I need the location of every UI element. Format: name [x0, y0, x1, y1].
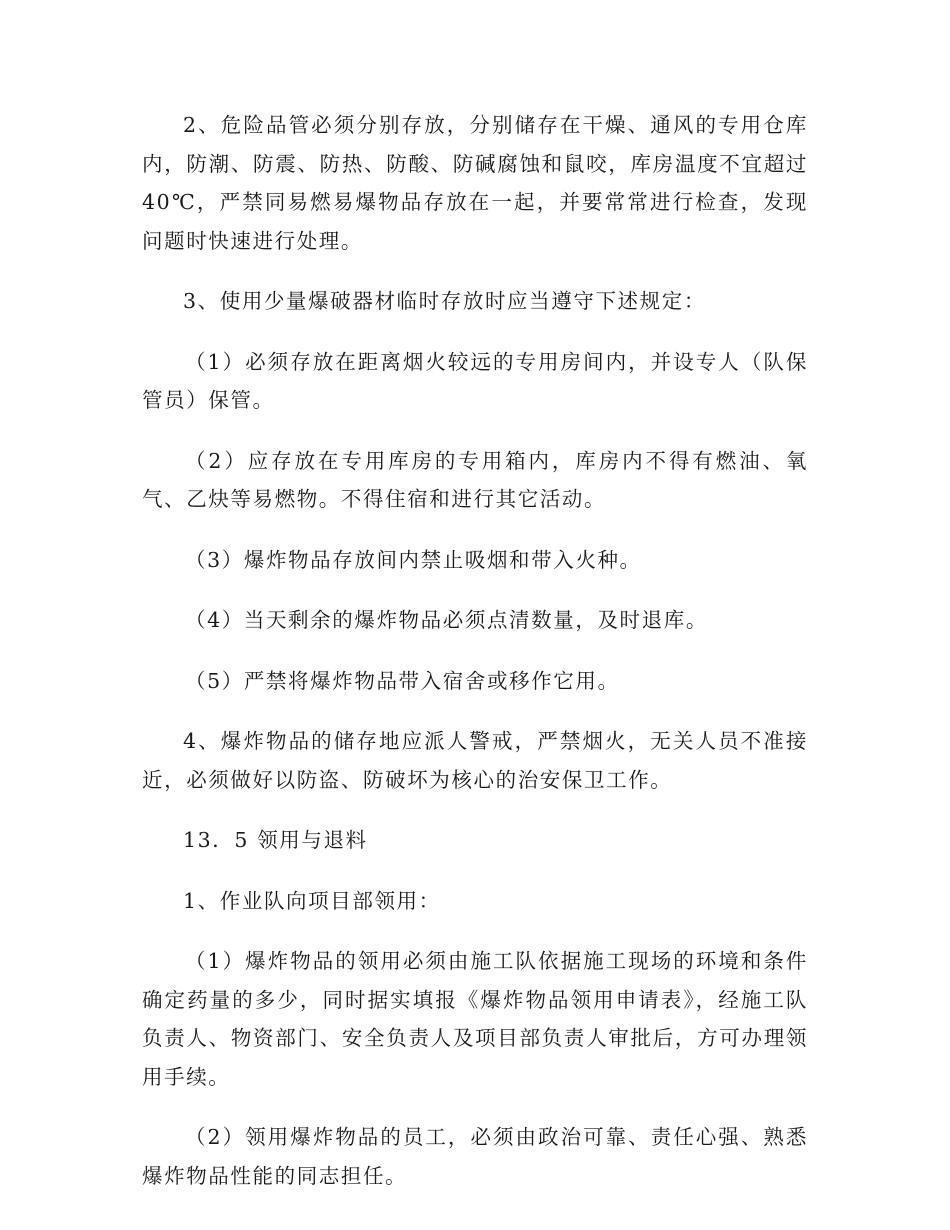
paragraph-requisition: 1、作业队向项目部领用：	[183, 888, 441, 913]
paragraph-requisition-item-1: （1）爆炸物品的领用必须由施工队依据施工现场的环境和条件确定药量的多少，同时据实填报《爆炸物品领用申请表》，经施工队负责人、物资部门、安全负责人及项目部负责人审批后，方可办理领用手续。	[142, 949, 808, 1089]
paragraph-item-5: （5）严禁将爆炸物品带入宿舍或移作它用。	[185, 668, 620, 693]
paragraph-item-2: （2）应存放在专用库房的专用箱内，库房内不得有燃油、氧气、乙炔等易燃物。不得住宿和进行其它活动。	[142, 448, 808, 511]
paragraph-item-4: （4）当天剩余的爆炸物品必须点清数量，及时退库。	[185, 608, 708, 632]
document-page	[142, 106, 808, 1217]
paragraph-security: 4、爆炸物品的储存地应派人警戒，严禁烟火，无关人员不准接近，必须做好以防盗、防破坏为核心的治安保卫工作。	[142, 729, 808, 792]
section-heading: 13．5 领用与退料	[183, 828, 368, 852]
paragraph-requisition-item-2: （2）领用爆炸物品的员工，必须由政治可靠、责任心强、熟悉爆炸物品性能的同志担任。	[142, 1125, 808, 1188]
paragraph-item-3: （3）爆炸物品存放间内禁止吸烟和带入火种。	[185, 547, 642, 572]
paragraph-storage-rules: 2、危险品管必须分别存放，分别储存在干燥、通风的专用仓库内，防潮、防震、防热、防酸、防碱腐蚀和鼠咬，库房温度不宜超过40℃，严禁同易燃易爆物品存放在一起，并要常常进行检查，发现问题时快速进行处理。	[142, 113, 808, 253]
paragraph-temporary-storage: 3、使用少量爆破器材临时存放时应当遵守下述规定：	[183, 289, 706, 313]
paragraph-item-1: （1）必须存放在距离烟火较远的专用房间内，并设专人（队保管员）保管。	[142, 349, 808, 412]
